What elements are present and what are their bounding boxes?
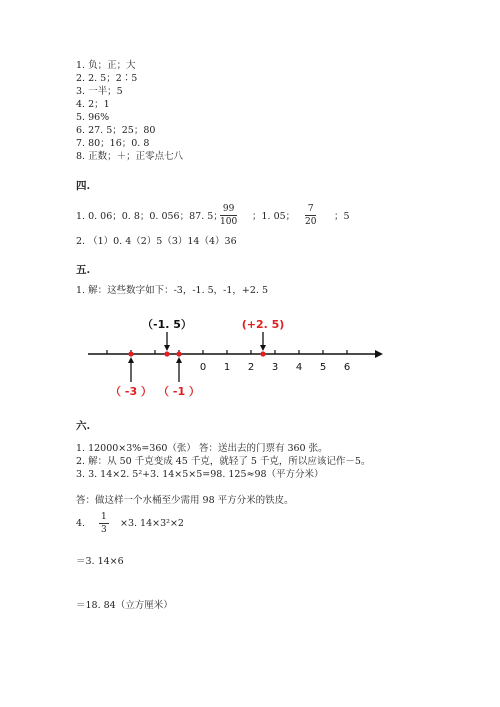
q6-4-prefix: 4. (76, 518, 86, 529)
point-marker (164, 351, 169, 356)
tick-label: 6 (343, 362, 351, 373)
tick-label: 0 (199, 362, 207, 373)
q4-1-suffix: ；5 (334, 211, 350, 222)
down-arrow-icon (164, 332, 170, 351)
q6-4-step2: ＝18. 84（立方厘米） (76, 600, 173, 611)
fraction-denominator: 3 (101, 525, 107, 535)
fraction-1-3 (99, 512, 109, 535)
down-arrow-icon (260, 332, 266, 351)
q6-4-expression: ×3. 14×3²×2 (120, 518, 184, 529)
point-marker (260, 351, 265, 356)
answer-line-8: 8. 正数；＋；正零点七八 (76, 151, 184, 162)
q4-1-separator: ；1. 05； (252, 211, 296, 222)
q6-2: 2. 解：从 50 千克变成 45 千克，就轻了 5 千克，所以应该记作－5。 (76, 456, 371, 467)
tick-label: 2 (247, 362, 255, 373)
answer-line-6: 6. 27. 5；25；80 (76, 125, 156, 136)
answer-line-5: 5. 96% (76, 112, 110, 123)
fraction-numerator: 7 (305, 204, 316, 216)
q6-3-answer: 答：做这样一个水桶至少需用 98 平方分米的铁皮。 (76, 495, 294, 506)
q6-3: 3. 3. 14×2. 5²+3. 14×5×5=98. 125≈98（平方分米） (76, 469, 324, 480)
tick-label: 5 (319, 362, 327, 373)
point-marker (128, 351, 133, 356)
tick-label: 4 (295, 362, 303, 373)
q6-1: 1. 12000×3%=360（张） 答：送出去的门票有 360 张。 (76, 443, 328, 454)
up-arrow-icon (176, 357, 182, 382)
fraction-99-100 (220, 204, 237, 227)
section-heading-6: 六. (76, 420, 91, 432)
point-label: （ -3 ） (110, 385, 152, 398)
answer-line-3: 3. 一半；5 (76, 86, 123, 97)
tick-label: 1 (223, 362, 231, 373)
fraction-7-20 (305, 204, 316, 227)
point-label: （ -1 ） (158, 385, 200, 398)
point-label: (+2. 5) (241, 318, 285, 331)
number-line (0, 318, 500, 408)
answer-line-4: 4. 2；1 (76, 99, 110, 110)
answer-line-2: 2. 2. 5；2∶5 (76, 73, 138, 84)
fraction-denominator: 100 (220, 217, 238, 227)
tick-label: 3 (271, 362, 279, 373)
fraction-denominator: 20 (305, 217, 317, 227)
q5-1: 1. 解：这些数字如下：-3，-1. 5，-1，+2. 5 (76, 285, 269, 296)
section-heading-4: 四. (76, 180, 91, 192)
section-heading-5: 五. (76, 264, 91, 276)
up-arrow-icon (128, 357, 134, 382)
answer-line-7: 7. 80；16；0. 8 (76, 138, 150, 149)
q4-2: 2. （1）0. 4（2）5（3）14（4）36 (76, 236, 237, 247)
answer-line-1: 1. 负；正；大 (76, 60, 136, 71)
point-marker (176, 351, 181, 356)
fraction-numerator: 99 (220, 204, 237, 216)
axis-arrow-icon (375, 350, 383, 358)
point-label: （-1. 5） (142, 318, 192, 331)
q6-4-step1: ＝3. 14×6 (76, 556, 124, 567)
q4-1-prefix: 1. 0. 06；0. 8；0. 056；87. 5； (76, 211, 223, 222)
fraction-numerator: 1 (101, 512, 107, 522)
